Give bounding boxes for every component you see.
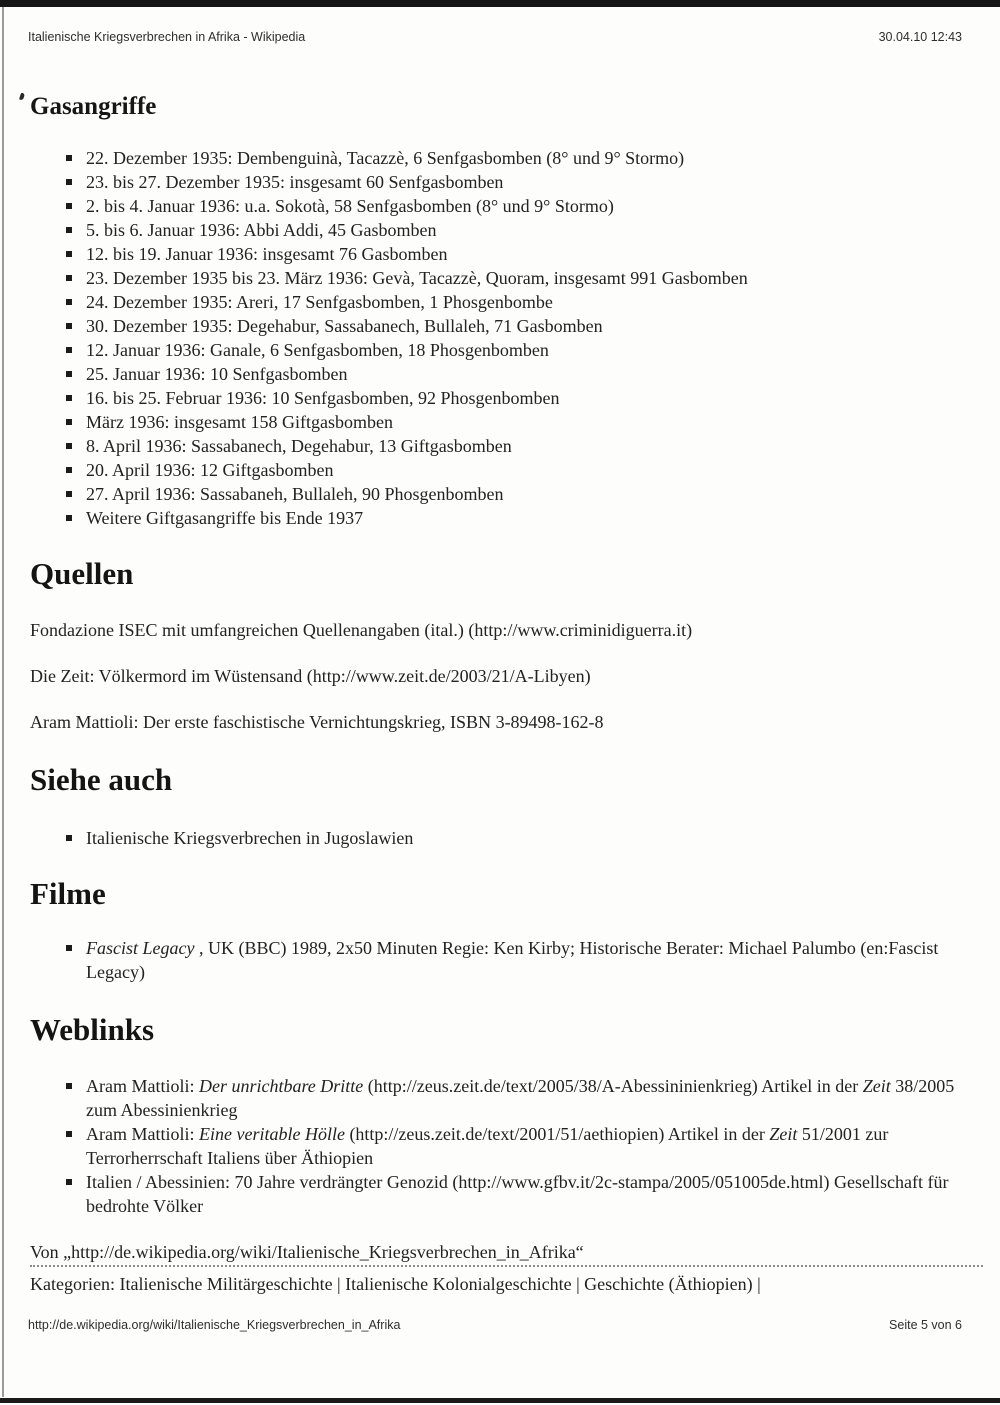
list-item: 20. April 1936: 12 Giftgasbomben [66, 458, 966, 482]
source-url-line: Von „http://de.wikipedia.org/wiki/Italienische_Kriegsverbrechen_in_Afrika“ [30, 1242, 584, 1262]
section-heading-quellen: Quellen [30, 556, 134, 591]
list-item: 12. Januar 1936: Ganale, 6 Senfgasbomben, 18 Phosgenbomben [66, 338, 966, 362]
filme-list [66, 936, 966, 984]
section-heading-filme: Filme [30, 876, 106, 911]
section-heading-gasangriffe [30, 92, 970, 122]
list-item: 24. Dezember 1935: Areri, 17 Senfgasbomben, 1 Phosgenbombe [66, 290, 966, 314]
heading-label: Gasangriffe [30, 93, 157, 120]
header-title: Italienische Kriegsverbrechen in Afrika - Wikipedia [28, 30, 306, 44]
list-item: 5. bis 6. Januar 1936: Abbi Addi, 45 Gasbomben [66, 218, 966, 242]
list-item: 16. bis 25. Februar 1936: 10 Senfgasbomben, 92 Phosgenbomben [66, 386, 966, 410]
section-heading-siehe-auch: Siehe auch [30, 762, 173, 797]
source-paragraph: Die Zeit: Völkermord im Wüstensand (http://www.zeit.de/2003/21/A-Libyen) [30, 666, 591, 686]
scan-speck-artifact [19, 93, 25, 101]
list-item: 2. bis 4. Januar 1936: u.a. Sokotà, 58 Senfgasbomben (8° und 9° Stormo) [66, 194, 966, 218]
siehe-auch-list [66, 826, 966, 850]
source-paragraph: Aram Mattioli: Der erste faschistische Vernichtungskrieg, ISBN 3-89498-162-8 [30, 712, 604, 732]
weblinks-list [66, 1074, 966, 1218]
list-item: 8. April 1936: Sassabanech, Degehabur, 13 Giftgasbomben [66, 434, 966, 458]
categories-line: Kategorien: Italienische Militärgeschichte | Italienische Kolonialgeschichte | Geschichte (Äthiopien) | [30, 1265, 983, 1296]
source-paragraph: Fondazione ISEC mit umfangreichen Quellenangaben (ital.) (http://www.criminidiguerra.it) [30, 620, 693, 640]
list-item: 22. Dezember 1935: Dembenguinà, Tacazzè, 6 Senfgasbomben (8° und 9° Stormo) [66, 146, 966, 170]
list-item: Aram Mattioli: Der unrichtbare Dritte (http://zeus.zeit.de/text/2005/38/A-Abessininienkrieg) Artikel in der Zeit 38/2005 zum Abessinienkrieg [66, 1074, 966, 1122]
list-item: 23. bis 27. Dezember 1935: insgesamt 60 Senfgasbomben [66, 170, 966, 194]
scan-bottom-edge-artifact [0, 1398, 1000, 1403]
scan-top-edge-artifact [0, 0, 1000, 7]
list-item: 25. Januar 1936: 10 Senfgasbomben [66, 362, 966, 386]
header-datetime: 30.04.10 12:43 [878, 30, 962, 44]
scan-left-edge-artifact [2, 7, 4, 1397]
footer-url: http://de.wikipedia.org/wiki/Italienische_Kriegsverbrechen_in_Afrika [28, 1318, 401, 1332]
list-item: Italien / Abessinien: 70 Jahre verdrängter Genozid (http://www.gfbv.it/2c-stampa/2005/051005de.html) Gesellschaft für bedrohte Völker [66, 1170, 966, 1218]
list-item: 12. bis 19. Januar 1936: insgesamt 76 Gasbomben [66, 242, 966, 266]
list-item: 27. April 1936: Sassabaneh, Bullaleh, 90 Phosgenbomben [66, 482, 966, 506]
list-item: 30. Dezember 1935: Degehabur, Sassabanech, Bullaleh, 71 Gasbomben [66, 314, 966, 338]
list-item: Italienische Kriegsverbrechen in Jugoslawien [66, 826, 966, 850]
print-header [28, 30, 962, 44]
list-item: Weitere Giftgasangriffe bis Ende 1937 [66, 506, 966, 530]
list-item: Fascist Legacy , UK (BBC) 1989, 2x50 Minuten Regie: Ken Kirby; Historische Berater: Michael Palumbo (en:Fascist Legacy) [66, 936, 966, 984]
section-heading-weblinks: Weblinks [30, 1012, 155, 1047]
list-item: Aram Mattioli: Eine veritable Hölle (http://zeus.zeit.de/text/2001/51/aethiopien) Artikel in der Zeit 51/2001 zur Terrorherrschaft Italiens über Äthiopien [66, 1122, 966, 1170]
list-item: März 1936: insgesamt 158 Giftgasbomben [66, 410, 966, 434]
gas-attack-list [66, 146, 966, 530]
footer-page-indicator: Seite 5 von 6 [889, 1318, 962, 1332]
print-footer [28, 1318, 962, 1332]
list-item: 23. Dezember 1935 bis 23. März 1936: Gevà, Tacazzè, Quoram, insgesamt 991 Gasbomben [66, 266, 966, 290]
document-content [30, 88, 970, 1296]
